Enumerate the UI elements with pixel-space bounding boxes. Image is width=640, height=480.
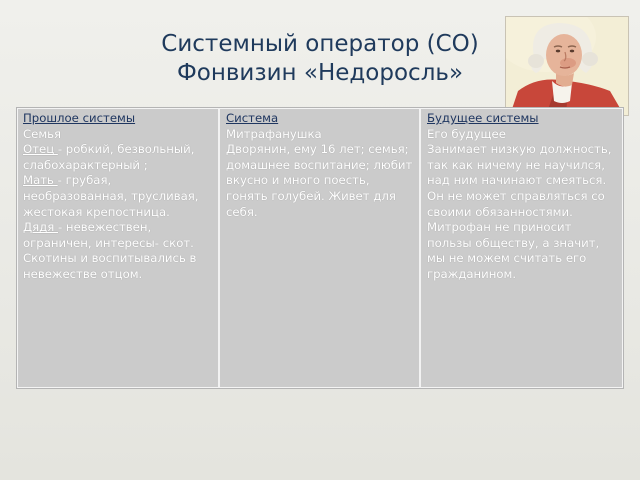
column-subheader-past: Семья <box>23 126 62 141</box>
table-column-system <box>220 108 421 388</box>
column-header-system: Система <box>226 111 279 125</box>
entry-text-father: - робкий, безвольный, слабохарактерный ; <box>23 142 195 172</box>
entry-label-uncle: Дядя <box>23 220 58 235</box>
entry-text-uncle: - невежествен, ограничен, интересы- скот. Скотины и воспитывались в невежестве отцом. <box>23 220 197 281</box>
column-header-past: Прошлое системы <box>23 111 136 125</box>
column-body-system: Дворянин, ему 16 лет; семья; домашнее воспитание; любит вкусно и много поесть, гонять голубей. Живет для себя. <box>226 142 413 219</box>
slide-title <box>120 30 520 88</box>
column-body-future: Занимает низкую должность, так как ничему не научился, над ним начинают смеяться. Он не может справляться со своими обязанностями. Митрофан не приносит пользы обществу, а значит, мы не можем считать его гражданином. <box>427 142 612 281</box>
column-header-future: Будущее системы <box>427 111 539 125</box>
entry-label-father: Отец <box>23 142 58 157</box>
table-column-past <box>17 108 220 388</box>
entry-text-mother: - грубая, необразованная, трусливая, жестокая крепостница. <box>23 173 199 219</box>
portrait-illustration <box>506 17 628 115</box>
entry-father <box>23 142 212 173</box>
system-operator-table <box>16 107 624 389</box>
title-line-1: Системный оператор (СО) <box>161 31 479 57</box>
portrait-image <box>505 16 629 116</box>
title-line-2: Фонвизин «Недоросль» <box>176 60 464 86</box>
entry-uncle <box>23 220 212 282</box>
table-column-future <box>421 108 623 388</box>
column-subheader-system: Митрафанушка <box>226 126 322 141</box>
entry-label-mother: Мать <box>23 173 58 188</box>
entry-mother <box>23 173 212 220</box>
column-subheader-future: Его будущее <box>427 126 506 141</box>
